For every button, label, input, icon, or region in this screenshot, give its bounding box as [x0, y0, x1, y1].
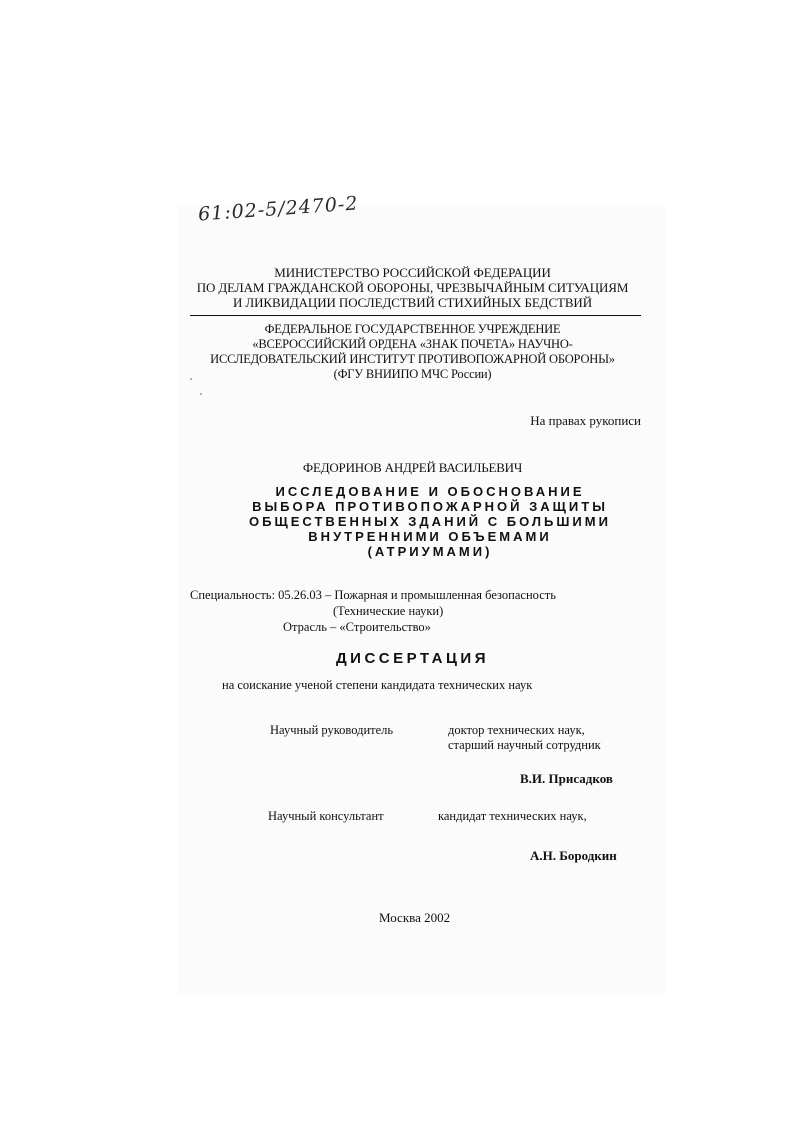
institute-line-4: (ФГУ ВНИИПО МЧС России) — [333, 367, 492, 381]
dissertation-heading: ДИССЕРТАЦИЯ — [335, 650, 489, 667]
supervisor-name: В.И. Присадков — [520, 771, 613, 786]
institute-line-3: ИССЛЕДОВАТЕЛЬСКИЙ ИНСТИТУТ ПРОТИВОПОЖАРНОЙ ОБОРОНЫ» — [210, 352, 615, 366]
supervisor-degree: доктор технических наук, — [448, 723, 585, 737]
title-line-5: (АТРИУМАМИ) — [367, 544, 493, 559]
title-line-3: ОБЩЕСТВЕННЫХ ЗДАНИЙ С БОЛЬШИМИ — [249, 514, 611, 529]
title-line-1: ИССЛЕДОВАНИЕ И ОБОСНОВАНИЕ — [275, 484, 585, 499]
institute-line-2: «ВСЕРОССИЙСКИЙ ОРДЕНА «ЗНАК ПОЧЕТА» НАУЧНО- — [252, 337, 573, 351]
author-name: ФЕДОРИНОВ АНДРЕЙ ВАСИЛЬЕВИЧ — [302, 460, 523, 475]
supervisor-role: Научный руководитель — [270, 723, 394, 737]
scan-speck — [190, 378, 192, 380]
title-line-4: ВНУТРЕННИМИ ОБЪЕМАМИ — [308, 529, 552, 544]
consultant-degree: кандидат технических наук, — [438, 809, 587, 823]
degree-subtitle: на соискание ученой степени кандидата технических наук — [222, 678, 533, 692]
manuscript-rights: На правах рукописи — [530, 413, 641, 428]
specialty-line: Специальность: 05.26.03 – Пожарная и промышленная безопасность — [190, 588, 556, 602]
science-field: (Технические науки) — [333, 604, 444, 618]
city-year: Москва 2002 — [379, 910, 451, 925]
handwritten-catalog-number: 61:02-5/2470-2 — [197, 192, 360, 226]
supervisor-rank: старший научный сотрудник — [448, 738, 601, 752]
consultant-role: Научный консультант — [268, 809, 384, 823]
ministry-header — [185, 265, 640, 310]
ministry-line-2: ПО ДЕЛАМ ГРАЖДАНСКОЙ ОБОРОНЫ, ЧРЕЗВЫЧАЙНЫМ СИТУАЦИЯМ — [196, 280, 629, 295]
consultant-name: А.Н. Бородкин — [530, 848, 617, 863]
institute-header — [185, 322, 640, 382]
ministry-line-1: МИНИСТЕРСТВО РОССИЙСКОЙ ФЕДЕРАЦИИ — [274, 265, 551, 280]
dissertation-title — [200, 484, 660, 559]
industry-line: Отрасль – «Строительство» — [283, 620, 431, 634]
title-line-2: ВЫБОРА ПРОТИВОПОЖАРНОЙ ЗАЩИТЫ — [252, 499, 608, 514]
institute-line-1: ФЕДЕРАЛЬНОЕ ГОСУДАРСТВЕННОЕ УЧРЕЖДЕНИЕ — [264, 322, 561, 336]
scan-speck — [200, 393, 202, 395]
ministry-line-3: И ЛИКВИДАЦИИ ПОСЛЕДСТВИЙ СТИХИЙНЫХ БЕДСТВИЙ — [232, 295, 593, 310]
header-divider — [190, 315, 641, 316]
